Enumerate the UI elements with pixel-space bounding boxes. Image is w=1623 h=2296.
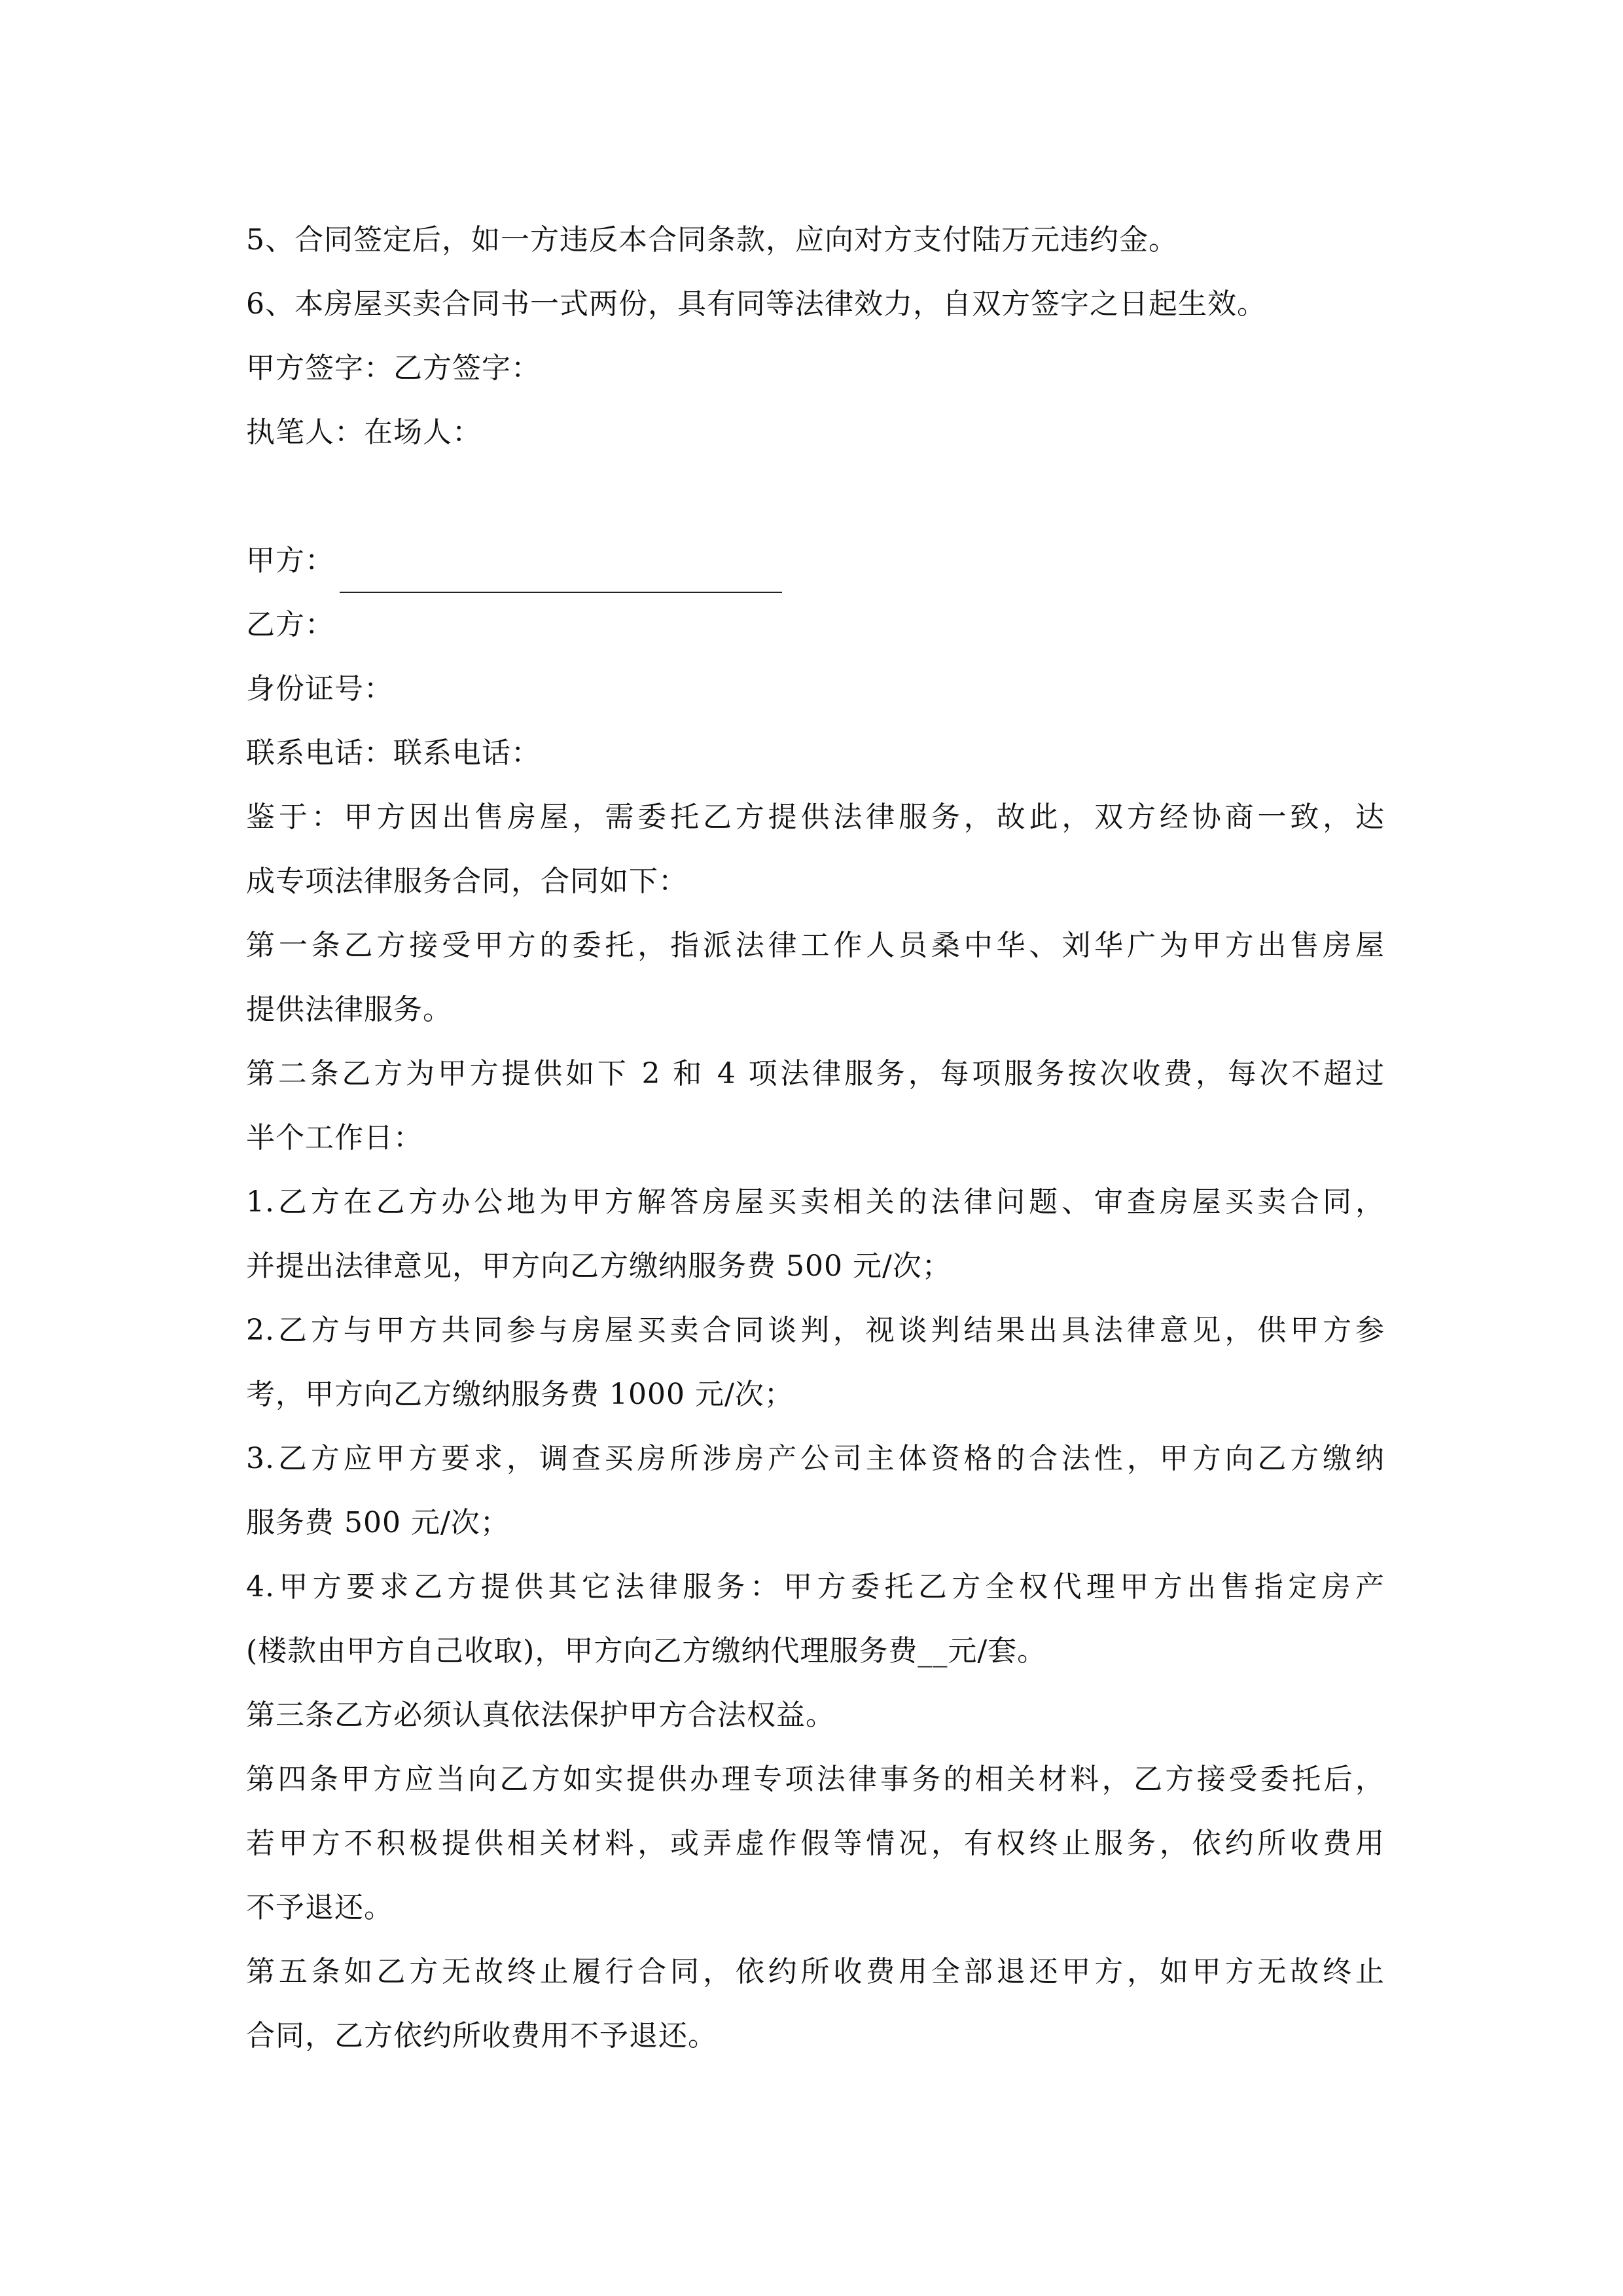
body-line: 若甲方不积极提供相关材料，或弄虚作假等情况，有权终止服务，依约所收费用	[246, 1827, 1385, 1860]
id-number-label: 身份证号：	[246, 672, 393, 706]
body-line: 2.乙方与甲方共同参与房屋买卖合同谈判，视谈判结果出具法律意见，供甲方参	[246, 1314, 1385, 1347]
party-a-row	[246, 529, 1385, 593]
body-line: 半个工作日：	[246, 1121, 423, 1155]
body-line: 提供法律服务。	[246, 993, 452, 1026]
phone-label: 联系电话：联系电话：	[246, 736, 541, 770]
contract-page	[246, 208, 1385, 2068]
body-line: (楼款由甲方自己收取)，甲方向乙方缴纳代理服务费__元/套。	[246, 1634, 1047, 1668]
clause-5: 5、合同签定后，如一方违反本合同条款，应向对方支付陆万元违约金。	[246, 223, 1178, 257]
body-line: 第二条乙方为甲方提供如下 2 和 4 项法律服务，每项服务按次收费，每次不超过	[246, 1057, 1385, 1090]
clause-6: 6、本房屋买卖合同书一式两份，具有同等法律效力，自双方签字之日起生效。	[246, 287, 1266, 321]
body-line: 第四条甲方应当向乙方如实提供办理专项法律事务的相关材料，乙方接受委托后，	[246, 1763, 1385, 1796]
section-gap	[246, 465, 1385, 529]
body-line: 并提出法律意见，甲方向乙方缴纳服务费 500 元/次；	[246, 1249, 952, 1283]
party-a-label: 甲方：	[246, 544, 334, 577]
body-line: 1.乙方在乙方办公地为甲方解答房屋买卖相关的法律问题、审查房屋买卖合同，	[246, 1185, 1385, 1219]
writer-witness-line: 执笔人：在场人：	[246, 416, 482, 449]
body-line: 合同，乙方依约所收费用不予退还。	[246, 2019, 717, 2053]
body-line: 鉴于：甲方因出售房屋，需委托乙方提供法律服务，故此，双方经协商一致，达	[246, 800, 1385, 834]
signature-line: 甲方签字：乙方签字：	[246, 351, 541, 385]
body-line: 服务费 500 元/次；	[246, 1506, 510, 1539]
body-line: 第一条乙方接受甲方的委托，指派法律工作人员桑中华、刘华广为甲方出售房屋	[246, 929, 1385, 962]
body-line: 成专项法律服务合同，合同如下：	[246, 865, 688, 898]
party-b-label: 乙方：	[246, 608, 334, 641]
body-line: 4.甲方要求乙方提供其它法律服务：甲方委托乙方全权代理甲方出售指定房产	[246, 1570, 1385, 1604]
body-line: 考，甲方向乙方缴纳服务费 1000 元/次；	[246, 1378, 794, 1411]
body-line: 第五条如乙方无故终止履行合同，依约所收费用全部退还甲方，如甲方无故终止	[246, 1955, 1385, 1988]
body-line: 第三条乙方必须认真依法保护甲方合法权益。	[246, 1698, 835, 1732]
body-line: 3.乙方应甲方要求，调查买房所涉房产公司主体资格的合法性，甲方向乙方缴纳	[246, 1442, 1385, 1475]
party-a-blank	[340, 554, 782, 593]
body-line: 不予退还。	[246, 1891, 393, 1924]
